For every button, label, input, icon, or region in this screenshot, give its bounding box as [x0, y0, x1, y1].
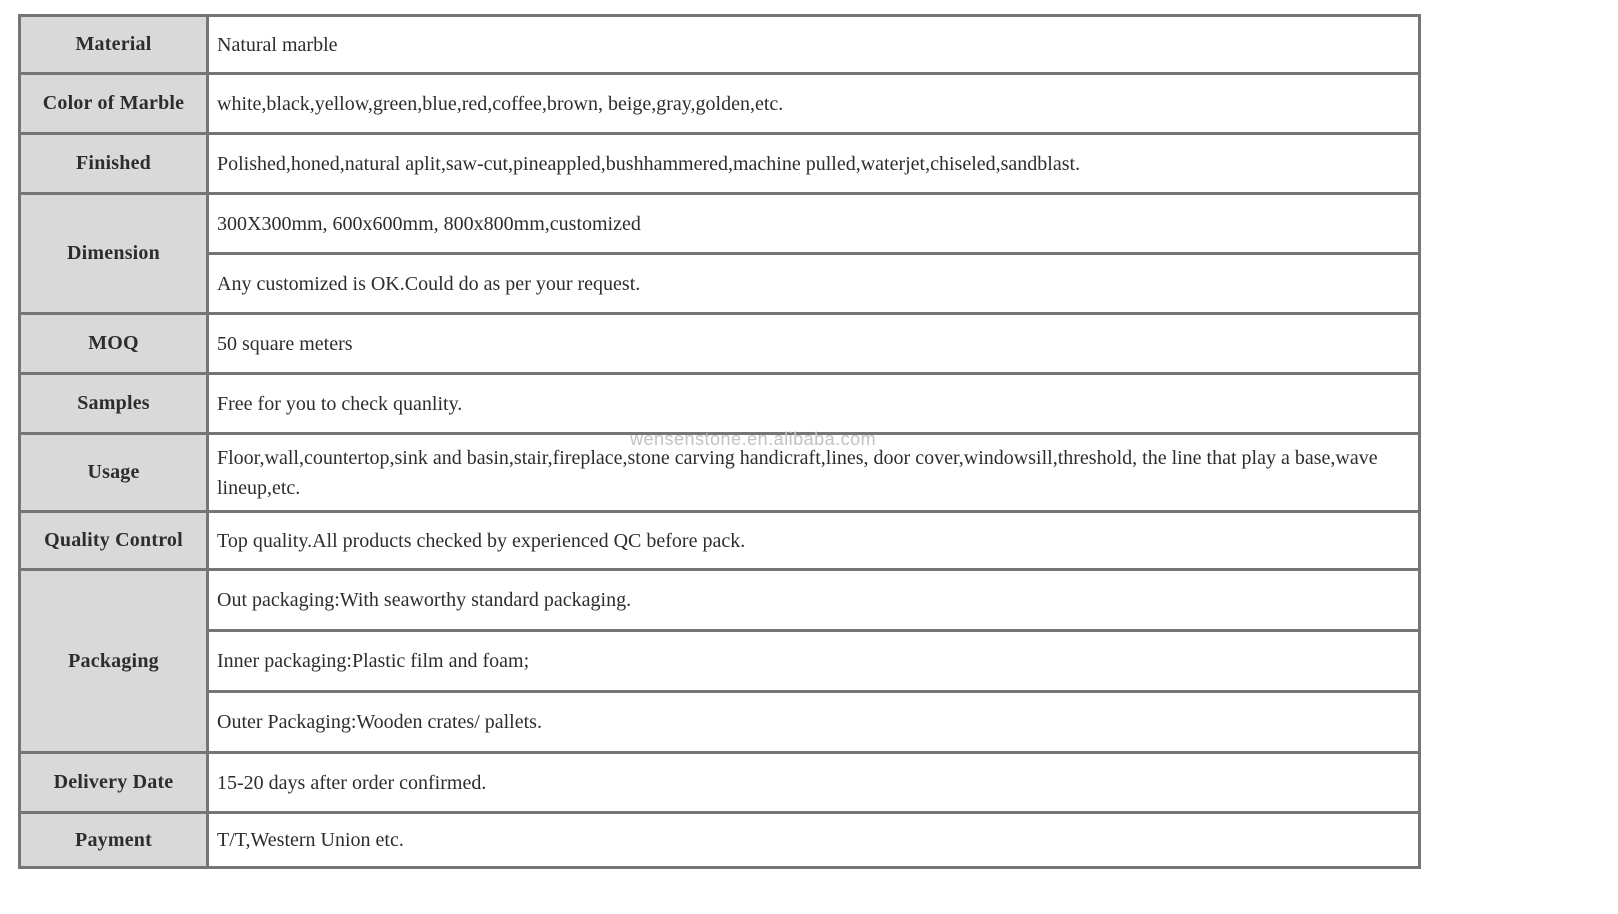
spec-value-dimension-1: 300X300mm, 600x600mm, 800x800mm,customized — [208, 194, 1420, 254]
spec-label-payment: Payment — [20, 813, 208, 868]
spec-value-packaging-inner: Inner packaging:Plastic film and foam; — [208, 631, 1420, 692]
table-row — [20, 254, 1420, 314]
table-row — [20, 16, 1420, 74]
spec-value-quality-control: Top quality.All products checked by experienced QC before pack. — [208, 512, 1420, 570]
spec-label-material: Material — [20, 16, 208, 74]
table-row — [20, 813, 1420, 868]
table-row — [20, 692, 1420, 753]
spec-value-moq: 50 square meters — [208, 314, 1420, 374]
watermark: wensenstone.en.alibaba.com — [630, 429, 877, 449]
table-row — [20, 753, 1420, 813]
table-row — [20, 570, 1420, 631]
spec-value-delivery-date: 15-20 days after order confirmed. — [208, 753, 1420, 813]
table-row — [20, 631, 1420, 692]
spec-label-usage: Usage — [20, 434, 208, 512]
spec-label-moq: MOQ — [20, 314, 208, 374]
spec-label-delivery-date: Delivery Date — [20, 753, 208, 813]
spec-value-material: Natural marble — [208, 16, 1420, 74]
spec-value-samples: Free for you to check quanlity. — [208, 374, 1420, 434]
table-row — [20, 434, 1420, 512]
table-row — [20, 512, 1420, 570]
spec-value-packaging-outer: Outer Packaging:Wooden crates/ pallets. — [208, 692, 1420, 753]
spec-value-payment: T/T,Western Union etc. — [208, 813, 1420, 868]
spec-value-finished: Polished,honed,natural aplit,saw-cut,pineappled,bushhammered,machine pulled,waterjet,chiseled,sandblast. — [208, 134, 1420, 194]
spec-label-color-of-marble: Color of Marble — [20, 74, 208, 134]
table-row — [20, 314, 1420, 374]
spec-label-packaging: Packaging — [20, 570, 208, 753]
table-row — [20, 134, 1420, 194]
spec-value-color-of-marble: white,black,yellow,green,blue,red,coffee,brown, beige,gray,golden,etc. — [208, 74, 1420, 134]
spec-value-dimension-2: Any customized is OK.Could do as per your request. — [208, 254, 1420, 314]
spec-value-usage: Floor,wall,countertop,sink and basin,stair,fireplace,stone carving handicraft,lines, door cover,windowsill,threshold, the line that play a base,wave lineup,etc. — [208, 434, 1420, 512]
spec-label-quality-control: Quality Control — [20, 512, 208, 570]
spec-value-packaging-out: Out packaging:With seaworthy standard packaging. — [208, 570, 1420, 631]
spec-table — [18, 14, 1421, 869]
spec-label-dimension: Dimension — [20, 194, 208, 314]
table-row — [20, 74, 1420, 134]
table-row — [20, 374, 1420, 434]
spec-label-finished: Finished — [20, 134, 208, 194]
table-row — [20, 194, 1420, 254]
spec-label-samples: Samples — [20, 374, 208, 434]
